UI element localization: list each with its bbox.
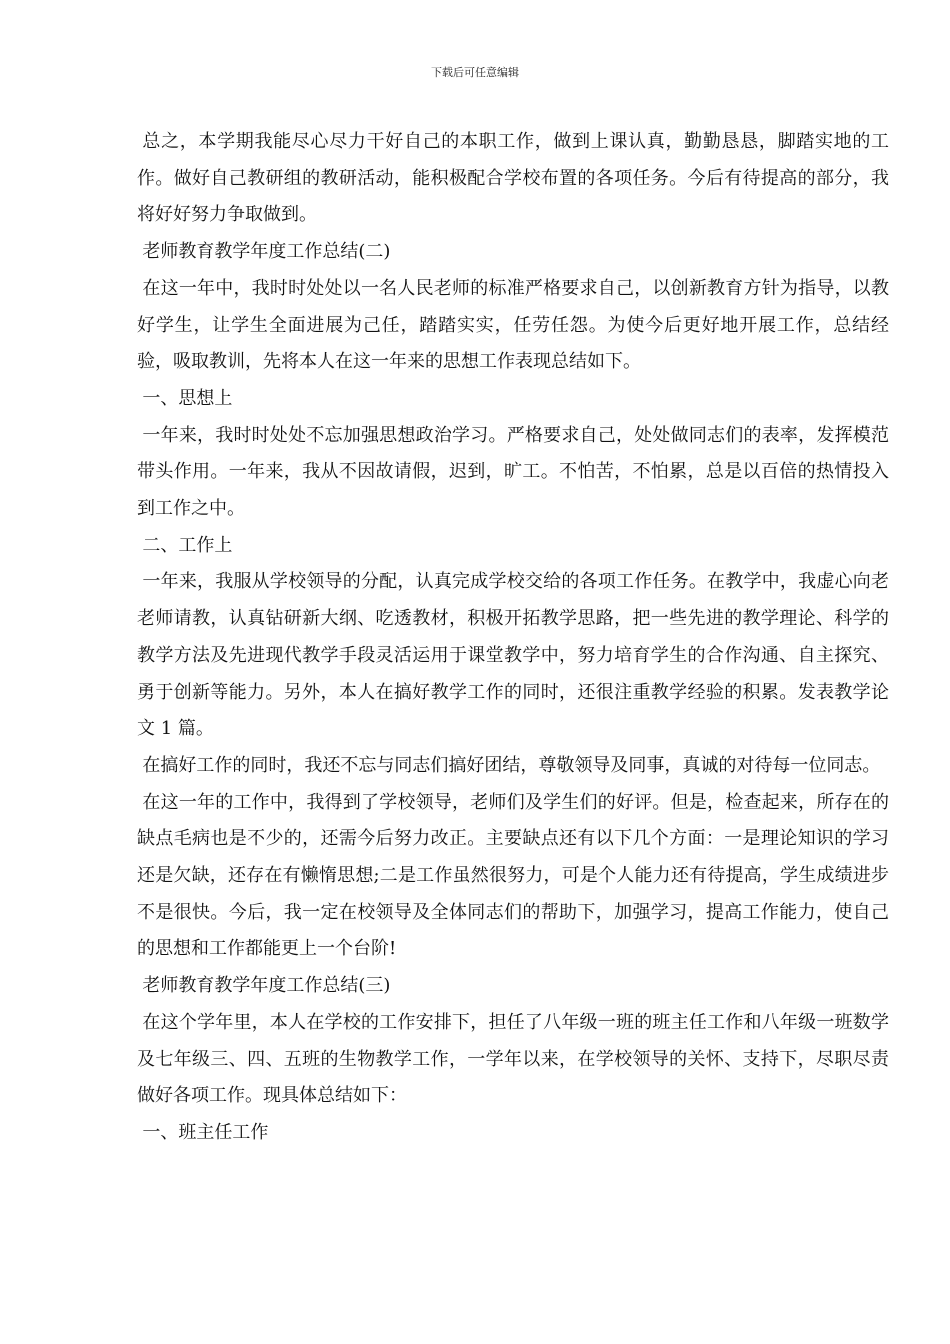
paragraph-work: 一年来，我服从学校领导的分配，认真完成学校交给的各项工作任务。在教学中，我虚心向老老师请教，认真钻研新大纲、吃透教材，积极开拓教学思路，把一些先进的教学理论、科学的教学方法及先进现代教学手段灵活运用于课堂教学中，努力培育学生的合作沟通、自主探究、勇于创新等能力。另外，本人在搞好教学工作的同时，还很注重教学经验的积累。发表教学论文 1 篇。 [137, 571, 889, 740]
paragraph-summary: 总之，本学期我能尽心尽力干好自己的本职工作，做到上课认真，勤勤恳恳，脚踏实地的工作。做好自己教研组的教研活动，能积极配合学校布置的各项任务。今后有待提高的部分，我将好好努力争取做到。 [137, 131, 889, 226]
subheading-thought: 一、思想上 [142, 387, 233, 409]
subheading-class-teacher: 一、班主任工作 [142, 1121, 269, 1143]
document-body [137, 124, 889, 1152]
paragraph-unity: 在搞好工作的同时，我还不忘与同志们搞好团结，尊敬领导及同事，真诚的对待每一位同志。 [142, 754, 881, 776]
paragraph-intro-3: 在这个学年里，本人在学校的工作安排下，担任了八年级一班的班主任工作和八年级一班数学及七年级三、四、五班的生物教学工作，一学年以来，在学校领导的关怀、支持下，尽职尽责做好各项工作。现具体总结如下： [137, 1011, 889, 1107]
section-title-3: 老师教育教学年度工作总结(三) [142, 975, 391, 997]
paragraph-intro-2: 在这一年中，我时时处处以一名人民老师的标准严格要求自己，以创新教育方针为指导，以教好学生，让学生全面进展为己任，踏踏实实，任劳任怨。为使今后更好地开展工作，总结经验，吸取教训，先将本人在这一年来的思想工作表现总结如下。 [137, 277, 889, 373]
subheading-work: 二、工作上 [142, 534, 233, 556]
section-title-2: 老师教育教学年度工作总结(二) [142, 241, 391, 263]
paragraph-shortcomings: 在这一年的工作中，我得到了学校领导，老师们及学生们的好评。但是，检查起来，所存在的缺点毛病也是不少的，还需今后努力改正。主要缺点还有以下几个方面：一是理论知识的学习还是欠缺，还存在有懒惰思想;二是工作虽然很努力，可是个人能力还有待提高，学生成绩进步不是很快。今后，我一定在校领导及全体同志们的帮助下，加强学习，提高工作能力，使自己的思想和工作都能更上一个台阶! [137, 791, 889, 960]
paragraph-thought: 一年来，我时时处处不忘加强思想政治学习。严格要求自己，处处做同志们的表率，发挥模范带头作用。一年来，我从不因故请假，迟到，旷工。不怕苦，不怕累，总是以百倍的热情投入到工作之中。 [137, 424, 889, 520]
page-header: 下载后可任意编辑 [431, 66, 519, 79]
